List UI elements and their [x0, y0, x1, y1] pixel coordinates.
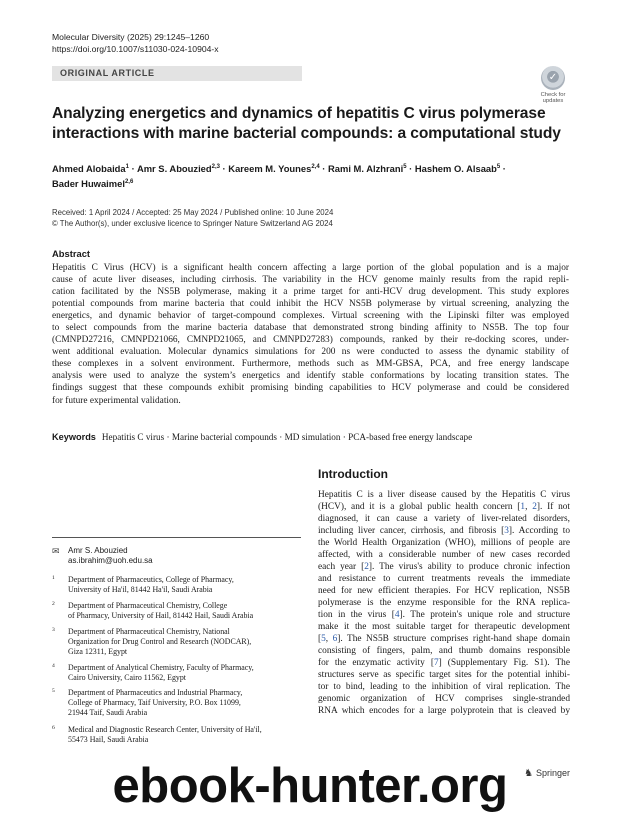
intro-text: diagnosed, it can cause a variety of liver-related disorders, — [318, 513, 570, 524]
intro-line — [318, 682, 570, 694]
springer-horse-icon: ♞ — [524, 768, 533, 779]
reference-link[interactable]: 1 — [520, 501, 526, 512]
author-affiliation: 5 — [403, 164, 407, 170]
author-name[interactable]: Hashem O. Alsaab — [414, 163, 497, 175]
abstract-line: these complexes in a solvent environment. Furthermore, methods such as MM-GBSA, PCA, and free energy landscape — [52, 359, 569, 370]
affiliation-line: College of Pharmacy, Taif University, P.O. Box 11099, — [68, 698, 241, 707]
reference-link[interactable]: 3 — [504, 525, 509, 536]
intro-line — [318, 502, 570, 514]
copyright-line: © The Author(s), under exclusive licence to Springer Nature Switzerland AG 2024 — [52, 218, 333, 228]
intro-text: the World Health Organization (WHO), millions of people are — [318, 537, 570, 548]
intro-line — [318, 694, 570, 706]
author-name[interactable]: Bader Huwaimel — [52, 177, 125, 189]
intro-line — [318, 610, 570, 622]
dates-line: Received: 1 April 2024 / Accepted: 25 May 2024 / Published online: 10 June 2024 — [52, 208, 334, 217]
affiliation-item — [52, 627, 301, 657]
intro-line — [318, 658, 570, 670]
intro-line — [318, 490, 570, 502]
abstract-line: findings suggest that these compounds exhibit promising binding capabilities to HCV polymerase and could be considered — [52, 383, 569, 394]
affiliation-number: 3 — [52, 627, 55, 633]
affiliation-line: Department of Pharmaceutical Chemistry, College — [68, 601, 228, 610]
footnote-divider — [52, 537, 301, 538]
intro-text: genomic organization of HCV comprises single-stranded — [318, 693, 570, 704]
intro-line — [318, 622, 570, 634]
intro-line — [318, 526, 570, 538]
affiliation-item — [52, 663, 301, 683]
affiliation-number: 6 — [52, 725, 55, 731]
reference-link[interactable]: 4 — [394, 609, 400, 620]
title-line: Analyzing energetics and dynamics of hepatitis C virus polymerase — [52, 105, 546, 122]
affiliation-line: Department of Pharmaceutical Chemistry, National — [68, 627, 230, 636]
abstract-line: analysis were used to analyze the system’s energetics and identify stable conformations by locating transition states. The — [52, 371, 569, 382]
intro-text: ]. The protein's unique role and structure — [399, 609, 570, 620]
keywords-label: Keywords — [52, 432, 96, 442]
corresponding-email[interactable]: as.ibrahim@uoh.edu.sa — [68, 556, 153, 565]
journal-header — [52, 31, 219, 55]
affiliation-item — [52, 688, 301, 718]
intro-text: , — [325, 633, 333, 644]
affiliation-line: University of Ha'il, 81442 Ha'il, Saudi Arabia — [68, 585, 213, 594]
intro-line — [318, 598, 570, 610]
intro-text: affected, with a considerable number of new cases recorded — [318, 549, 570, 560]
author-name[interactable]: Rami M. Alzhrani — [328, 163, 404, 175]
intro-text: ]. The virus's ability to produce chronic infection — [368, 561, 570, 572]
intro-line — [318, 538, 570, 550]
affiliation-line: Giza 12311, Egypt — [68, 647, 128, 656]
intro-text: make it the most suitable target for therapeutic development — [318, 621, 570, 632]
intro-text: consisting of fingers, palm, and thumb domains responsible — [318, 645, 570, 656]
publication-dates — [52, 208, 333, 229]
intro-text: each year [ — [318, 561, 365, 572]
author-affiliation: 1 — [125, 164, 129, 170]
affiliation-item — [52, 725, 301, 745]
affiliation-line: Organization for Drug Control and Research (NODCAR), — [68, 637, 252, 646]
intro-text: need for new efficient therapies. For HCV replication, NS5B — [318, 585, 570, 596]
intro-text: ] (Supplementary Fig. S1). The — [438, 657, 570, 668]
affiliation-line: 21944 Taif, Saudi Arabia — [68, 708, 148, 717]
corresponding-name: Amr S. Abouzied — [68, 546, 128, 555]
intro-text: Hepatitis C is a liver disease caused by the Hepatitis C virus — [318, 490, 570, 500]
keywords — [52, 431, 569, 443]
intro-text: and resistance to current treatments reveals the immediate — [318, 573, 570, 584]
corresponding-author — [52, 546, 301, 568]
intro-line — [318, 562, 570, 574]
author-list: Ahmed Alobaida$^1$ · Amr S. Abouzied$^{2,3}$ · Kareem M. Younes$^{2,4}$ · Rami M. Alzhrani$^5$ · Hashem O. Alsaab$^5$ · Bader Huwaimel$^{2,6}$ — [52, 163, 506, 189]
intro-line — [318, 514, 570, 526]
crossmark-icon: ✓ — [541, 66, 565, 90]
affiliation-line: Department of Pharmaceutics and Industrial Pharmacy, — [68, 688, 243, 697]
article-type-badge: ORIGINAL ARTICLE — [52, 66, 302, 81]
author-name[interactable]: Amr S. Abouzied — [136, 163, 212, 175]
journal-citation: Molecular Diversity (2025) 29:1245–1260 — [52, 32, 210, 42]
watermark-banner: ebook-hunter.org — [112, 759, 508, 813]
affiliation-number: 1 — [52, 575, 55, 581]
intro-line — [318, 646, 570, 658]
affiliation-line: Department of Pharmaceutics, College of Pharmacy, — [68, 575, 234, 584]
article-title — [52, 104, 572, 144]
doi-link[interactable]: https://doi.org/10.1007/s11030-024-10904-x — [52, 44, 219, 54]
reference-link[interactable]: 2 — [532, 501, 537, 512]
abstract-line: went additional evaluation. Molecular dynamics simulations for 200 ns were conducted to assess the dynamic stability of — [52, 347, 569, 358]
abstract-line: to select compounds from the marine bacteria database that demonstrated strong binding affinity to NS5B. The top four — [52, 323, 569, 334]
check-updates-line2: updates — [542, 98, 564, 105]
intro-text: ]. If not — [536, 501, 571, 512]
intro-text: [ — [318, 633, 322, 644]
affiliation-number: 2 — [52, 601, 55, 607]
reference-link[interactable]: 5 — [321, 633, 326, 644]
affiliation-line: Cairo University, Cairo 11562, Egypt — [68, 673, 186, 682]
author-name[interactable]: Kareem M. Younes — [228, 163, 312, 175]
intro-text: ]. According to — [508, 525, 571, 536]
abstract-line: energetics, and dynamic behavior of target-compound complexes. Virtual screening with the Lipinski filter was employed — [52, 311, 569, 322]
abstract-line: potential compounds from marine bacteria that could inhibit the HCV NS5B polymerase by virtual screening, analyzing the — [52, 299, 569, 310]
intro-text: (HCV), and it is a global public health concern [ — [318, 501, 521, 512]
author-affiliation: 2,4 — [311, 164, 320, 170]
affiliation-line: Medical and Diagnostic Research Center, University of Ha'il, — [68, 725, 262, 734]
reference-link[interactable]: 7 — [433, 657, 439, 668]
intro-text: polymerase is the enzyme responsible for the RNA replica- — [318, 597, 570, 608]
check-for-updates[interactable] — [537, 66, 569, 105]
affiliation-item — [52, 575, 301, 595]
affiliation-line: Department of Analytical Chemistry, Faculty of Pharmacy, — [68, 663, 254, 672]
introduction-heading: Introduction — [318, 467, 388, 481]
affiliation-number: 4 — [52, 663, 55, 669]
envelope-icon: ✉ — [52, 546, 60, 556]
intro-line — [318, 574, 570, 586]
affiliation-line: of Pharmacy, University of Hail, 81442 Hail, Saudi Arabia — [68, 611, 254, 620]
reference-link[interactable]: 6 — [332, 633, 338, 644]
affiliation-line: 55473 Hail, Saudi Arabia — [68, 735, 149, 744]
author-name[interactable]: Ahmed Alobaida — [52, 163, 126, 175]
intro-text: for the enzymatic activity [ — [318, 657, 434, 668]
abstract-line: cation facilitated by the NS5B polymerase, making it a prime target for anti-HCV drug development. This study explores — [52, 287, 569, 298]
intro-text: including liver cancer, cirrhosis, and fibrosis [ — [318, 525, 505, 536]
intro-text: ]. The NS5B structure comprises right-hand shape domain — [337, 633, 571, 644]
intro-text: , — [525, 501, 533, 512]
intro-line — [318, 586, 570, 598]
author-affiliation: 2,6 — [124, 178, 134, 185]
reference-link[interactable]: 2 — [364, 561, 369, 572]
intro-line — [318, 550, 570, 562]
introduction-body — [318, 490, 570, 718]
affiliation-number: 5 — [52, 688, 55, 694]
title-line: interactions with marine bacterial compounds: a computational study — [52, 125, 561, 142]
abstract-heading: Abstract — [52, 248, 91, 259]
abstract-body — [52, 262, 569, 407]
abstract-line: (CMNPD27216, CMNPD21066, CMNPD21065, and CMNPD27283) compounds, ranked by their re-docking scores, under- — [52, 335, 569, 346]
abstract-line: for future experimental validation. — [52, 395, 181, 406]
keywords-text: Hepatitis C virus · Marine bacterial compounds · MD simulation · PCA-based free energy landscape — [101, 432, 473, 442]
publisher-name: Springer — [535, 768, 570, 778]
intro-text: tor to bind, leading to the inhibition of viral replication. The — [318, 681, 570, 692]
intro-line — [318, 706, 570, 718]
affiliation-item — [52, 601, 301, 621]
intro-line — [318, 634, 570, 646]
intro-text: structures serve as specific target sites for the potential inhibi- — [318, 669, 570, 680]
author-affiliation: 5 — [496, 164, 501, 170]
abstract-line: cause of acute liver diseases, including cirrhosis. The variability in the HCV genome mainly results from the rapid repli- — [52, 275, 569, 286]
intro-text: RNA which encodes for a large polyprotein that is cleaved by — [318, 705, 570, 716]
abstract-line: Hepatitis C Virus (HCV) is a significant health concern affecting a large portion of the global population and is a major — [52, 263, 569, 273]
author-affiliation: 2,3 — [211, 164, 220, 170]
intro-line — [318, 670, 570, 682]
check-updates-line1: Check for — [540, 92, 566, 98]
intro-text: tion in the virus [ — [318, 609, 395, 620]
